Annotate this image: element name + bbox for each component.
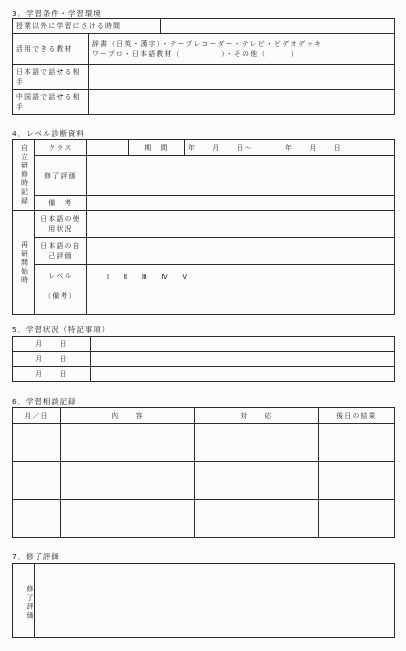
materials-label: 活用できる教材 — [13, 34, 89, 65]
consult-row-2-result[interactable] — [319, 462, 395, 500]
section-3-heading: 3．学習条件・学習環境 — [12, 9, 102, 18]
consult-row-1-date[interactable] — [13, 424, 61, 462]
materials-line-2: ワープロ・日本語教材（ ）・その他（ ） — [92, 50, 299, 58]
section-5-heading: 5．学習状況（特記事項） — [12, 325, 111, 334]
remarks-label: 備 考 — [35, 196, 87, 211]
consult-row-3-response[interactable] — [195, 500, 319, 538]
self-study-record-label: 自立研修時記録 — [13, 140, 35, 211]
completion-eval-table — [12, 563, 395, 638]
chinese-partner-field[interactable] — [89, 90, 395, 115]
consult-row-1-response[interactable] — [195, 424, 319, 462]
period-dates[interactable]: 年 月 日〜 年 月 日 — [185, 140, 395, 156]
status-date-2: 月 日 — [13, 352, 91, 367]
chinese-partner-label: 中国語で話せる相手 — [13, 90, 89, 115]
level-remarks-label: （備考） — [44, 292, 77, 300]
learning-status-table — [12, 336, 395, 382]
consult-row-3-result[interactable] — [319, 500, 395, 538]
completion-eval-label: 修了評価 — [35, 156, 87, 196]
materials-line-1: 辞書（日英・漢字）・テープレコーダー・テレビ・ビデオデッキ — [92, 40, 323, 48]
status-note-1[interactable] — [91, 337, 395, 352]
usage-status-field[interactable] — [87, 211, 395, 238]
self-eval-label: 日本語の自己評価 — [35, 238, 87, 265]
japanese-partner-label: 日本語で話せる相手 — [13, 65, 89, 90]
level-option-5[interactable]: Ⅴ — [182, 273, 189, 281]
status-date-1: 月 日 — [13, 337, 91, 352]
materials-options — [89, 34, 395, 65]
level-option-4[interactable]: Ⅳ — [161, 273, 169, 281]
final-eval-label: 修了評価 — [13, 564, 35, 638]
consult-row-2-content[interactable] — [61, 462, 195, 500]
consult-row-1-content[interactable] — [61, 424, 195, 462]
level-option-3[interactable]: Ⅲ — [141, 273, 148, 281]
consultation-record-table — [12, 407, 395, 538]
remarks-field[interactable] — [87, 196, 395, 211]
final-eval-field[interactable] — [35, 564, 395, 638]
level-cell — [35, 265, 87, 315]
status-date-3: 月 日 — [13, 367, 91, 382]
usage-status-label: 日本語の使用状況 — [35, 211, 87, 238]
consult-row-3-date[interactable] — [13, 500, 61, 538]
study-time-field[interactable] — [161, 19, 395, 34]
consult-row-3-content[interactable] — [61, 500, 195, 538]
completion-eval-field[interactable] — [87, 156, 395, 196]
level-diagnosis-table — [12, 139, 395, 315]
japanese-partner-field[interactable] — [89, 65, 395, 90]
restart-label: 再研開始時 — [13, 211, 35, 315]
section-4-heading: 4．レベル診断資料 — [12, 129, 85, 138]
self-eval-field[interactable] — [87, 238, 395, 265]
col-response-header: 対 応 — [195, 408, 319, 424]
section-7-heading: 7．修了評価 — [12, 552, 60, 561]
status-note-2[interactable] — [91, 352, 395, 367]
consult-row-2-date[interactable] — [13, 462, 61, 500]
learning-conditions-table — [12, 18, 395, 115]
class-label: クラス — [35, 140, 87, 156]
level-label: レベル — [48, 272, 73, 280]
period-label: 期 間 — [129, 140, 185, 156]
col-date-header: 月／日 — [13, 408, 61, 424]
level-options — [87, 265, 395, 315]
class-field[interactable] — [87, 140, 129, 156]
level-option-2[interactable]: Ⅱ — [123, 273, 129, 281]
study-time-label: 授業以外に学習にさける時間 — [13, 19, 161, 34]
consult-row-1-result[interactable] — [319, 424, 395, 462]
level-option-1[interactable]: Ⅰ — [107, 273, 111, 281]
consult-row-2-response[interactable] — [195, 462, 319, 500]
col-content-header: 内 容 — [61, 408, 195, 424]
section-6-heading: 6．学習相談記録 — [12, 397, 77, 406]
status-note-3[interactable] — [91, 367, 395, 382]
col-result-header: 後日の結果 — [319, 408, 395, 424]
